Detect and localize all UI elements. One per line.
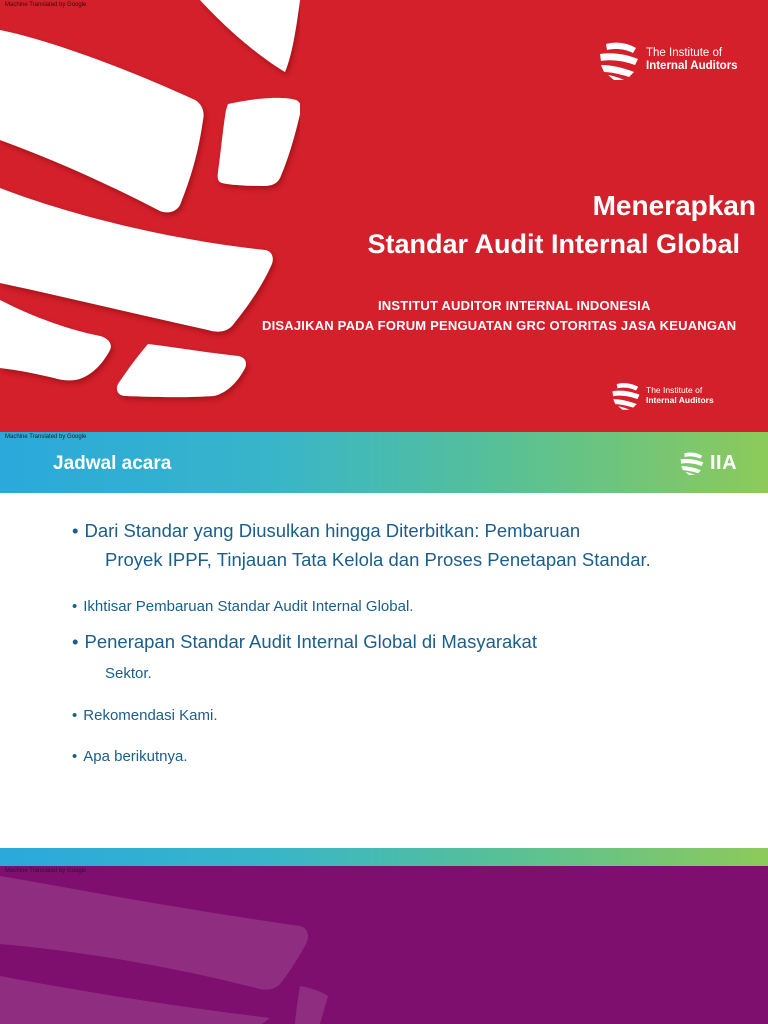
slide-title-line2: Standar Audit Internal Global bbox=[367, 229, 740, 259]
iia-logo-short bbox=[678, 451, 737, 475]
agenda-item-4 bbox=[72, 707, 218, 724]
globe-graphic bbox=[0, 0, 300, 432]
iia-globe-icon bbox=[611, 381, 641, 410]
machine-translated-label: Machine Translated by Google bbox=[5, 868, 87, 874]
globe-graphic-faded bbox=[0, 866, 330, 1024]
logo-line2: Internal Auditors bbox=[646, 394, 714, 405]
bullet-icon: • bbox=[72, 748, 78, 765]
agenda-item-3-continuation: Sektor. bbox=[105, 665, 152, 682]
slide-title-line1: Menerapkan bbox=[592, 190, 756, 221]
agenda-footer-bar bbox=[0, 848, 768, 866]
iia-globe-icon bbox=[678, 451, 706, 475]
agenda-item-5 bbox=[72, 748, 188, 765]
agenda-item-text: Apa berikutnya. bbox=[83, 748, 188, 765]
bullet-icon: • bbox=[72, 520, 79, 541]
agenda-slide bbox=[0, 432, 768, 866]
agenda-header-bar bbox=[0, 432, 768, 493]
iia-short-label: IIA bbox=[710, 451, 738, 474]
bullet-icon: • bbox=[72, 631, 79, 652]
agenda-item-1 bbox=[72, 520, 580, 542]
agenda-title: Jadwal acara bbox=[53, 453, 172, 474]
iia-globe-icon bbox=[598, 40, 640, 80]
bullet-icon: • bbox=[72, 707, 78, 724]
machine-translated-label: Machine Translated by Google bbox=[5, 434, 87, 440]
agenda-item-text: Rekomendasi Kami. bbox=[83, 707, 218, 724]
bullet-icon: • bbox=[72, 598, 78, 615]
logo-line2: Internal Auditors bbox=[646, 60, 738, 72]
agenda-item-text: Dari Standar yang Diusulkan hingga Diterbitkan: Pembaruan bbox=[84, 520, 581, 541]
subtitle-line1: INSTITUT AUDITOR INTERNAL INDONESIA bbox=[378, 298, 651, 313]
machine-translated-label: Machine Translated by Google bbox=[5, 2, 87, 8]
logo-line1: The Institute of bbox=[646, 47, 723, 60]
iia-logo bbox=[598, 40, 738, 80]
agenda-item-1-continuation: Proyek IPPF, Tinjauan Tata Kelola dan Proses Penetapan Standar. bbox=[105, 549, 651, 570]
agenda-item-text: Penerapan Standar Audit Internal Global di Masyarakat bbox=[84, 631, 537, 652]
section-slide bbox=[0, 866, 768, 1024]
title-slide bbox=[0, 0, 768, 432]
logo-line1: The Institute of bbox=[646, 385, 703, 396]
agenda-item-3 bbox=[72, 631, 537, 653]
iia-logo-small bbox=[611, 381, 714, 410]
agenda-item-2 bbox=[72, 598, 413, 615]
subtitle-line2: DISAJIKAN PADA FORUM PENGUATAN GRC OTORITAS JASA KEUANGAN bbox=[262, 318, 737, 333]
agenda-item-text: Ikhtisar Pembaruan Standar Audit Internal Global. bbox=[83, 598, 414, 615]
